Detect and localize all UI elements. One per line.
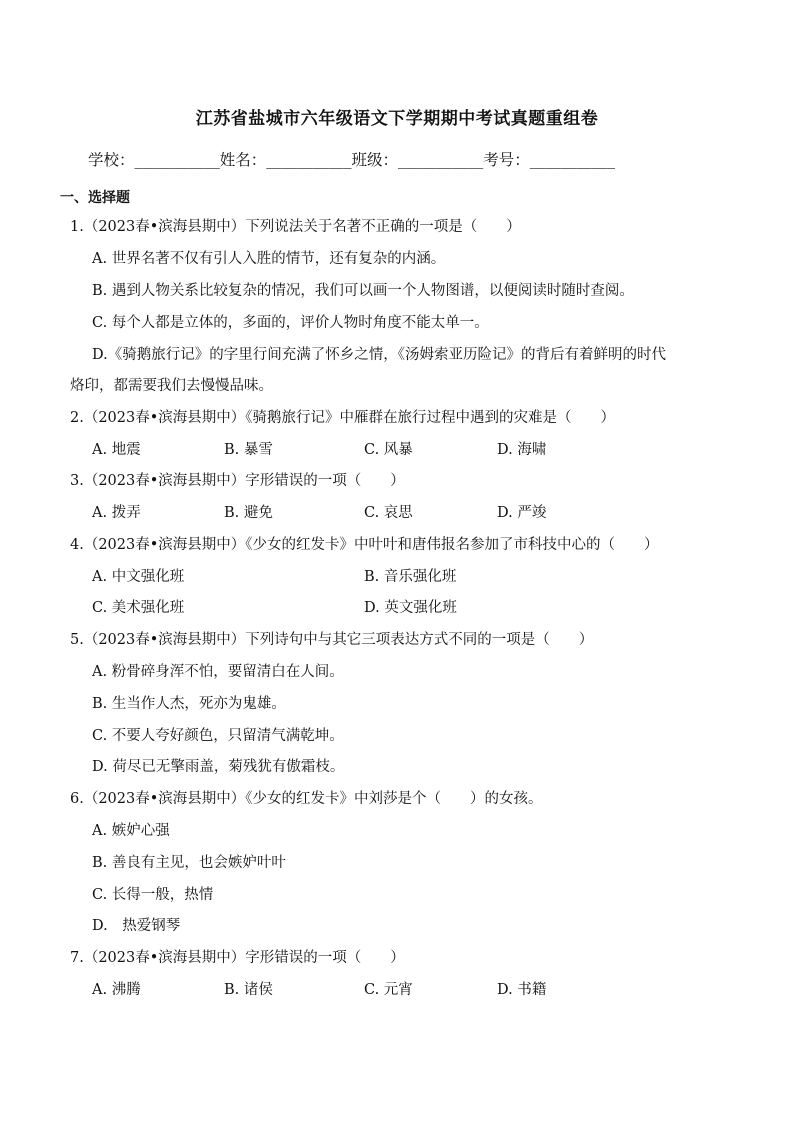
- question-2-option-c: C. 风暴: [364, 442, 413, 458]
- question-1-stem: 1.（2023春•滨海县期中）下列说法关于名著不正确的一项是（ ）: [70, 219, 521, 235]
- question-4-option-a: A. 中文强化班: [92, 569, 185, 585]
- question-3-option-c: C. 哀思: [364, 505, 413, 521]
- question-7-option-d: D. 书籍: [497, 982, 547, 998]
- question-3-stem: 3.（2023春•滨海县期中）字形错误的一项（ ）: [70, 473, 405, 489]
- question-5-option-a: A. 粉骨碎身浑不怕，要留清白在人间。: [92, 664, 344, 680]
- question-6-option-a: A. 嫉妒心强: [92, 823, 170, 839]
- question-7-option-c: C. 元宵: [364, 982, 413, 998]
- document-title: 江苏省盐城市六年级语文下学期期中考试真题重组卷: [195, 109, 599, 129]
- question-5-option-c: C. 不要人夸好颜色，只留清气满乾坤。: [92, 728, 344, 744]
- question-2-option-a: A. 地震: [92, 442, 141, 458]
- question-1-option-d: D.《骑鹅旅行记》的字里行间充满了怀乡之情，《汤姆索亚历险记》的背后有着鲜明的时代: [92, 347, 666, 363]
- question-1-option-c: C. 每个人都是立体的，多面的，评价人物时角度不能太单一。: [92, 315, 489, 331]
- question-5-option-d: D. 荷尽已无擎雨盖，菊残犹有傲霜枝。: [92, 759, 345, 775]
- question-3-option-a: A. 拨弄: [92, 505, 141, 521]
- question-3-option-d: D. 严竣: [497, 505, 547, 521]
- question-6-option-c: C. 长得一般，热情: [92, 887, 214, 903]
- question-7-option-b: B. 诸侯: [224, 982, 273, 998]
- question-6-stem: 6.（2023春•滨海县期中）《少女的红发卡》中刘莎是个（ ）的女孩。: [70, 791, 543, 807]
- question-4-option-c: C. 美术强化班: [92, 600, 185, 616]
- section-heading: 一、选择题: [60, 190, 130, 206]
- question-7-stem: 7.（2023春•滨海县期中）字形错误的一项（ ）: [70, 950, 405, 966]
- question-2-option-d: D. 海啸: [497, 442, 547, 458]
- question-1-option-b: B. 遇到人物关系比较复杂的情况，我们可以画一个人物图谱，以便阅读时随时查阅。: [92, 283, 634, 299]
- question-7-option-a: A. 沸腾: [92, 982, 141, 998]
- question-4-stem: 4.（2023春•滨海县期中）《少女的红发卡》中叶叶和唐伟报名参加了市科技中心的（ ）: [70, 537, 659, 553]
- question-5-option-b: B. 生当作人杰，死亦为鬼雄。: [92, 696, 286, 712]
- question-4-option-b: B. 音乐强化班: [364, 569, 457, 585]
- question-6-option-b: B. 善良有主见，也会嫉妒叶叶: [92, 855, 286, 871]
- question-1-option-a: A. 世界名著不仅有引人入胜的情节，还有复杂的内涵。: [92, 251, 446, 267]
- question-5-stem: 5.（2023春•滨海县期中）下列诗句中与其它三项表达方式不同的一项是（ ）: [70, 632, 594, 648]
- question-6-option-d: D. 热爱钢琴: [92, 918, 181, 934]
- question-4-option-d: D. 英文强化班: [364, 600, 457, 616]
- question-2-stem: 2.（2023春•滨海县期中）《骑鹅旅行记》中雁群在旅行过程中遇到的灾难是（ ）: [70, 410, 616, 426]
- question-1-option-d-continued: 烙印，都需要我们去慢慢品味。: [70, 378, 273, 394]
- student-info-line: 学校：___________姓名：___________班级：___________考号：___________: [88, 151, 616, 169]
- question-3-option-b: B. 避免: [224, 505, 273, 521]
- question-2-option-b: B. 暴雪: [224, 442, 273, 458]
